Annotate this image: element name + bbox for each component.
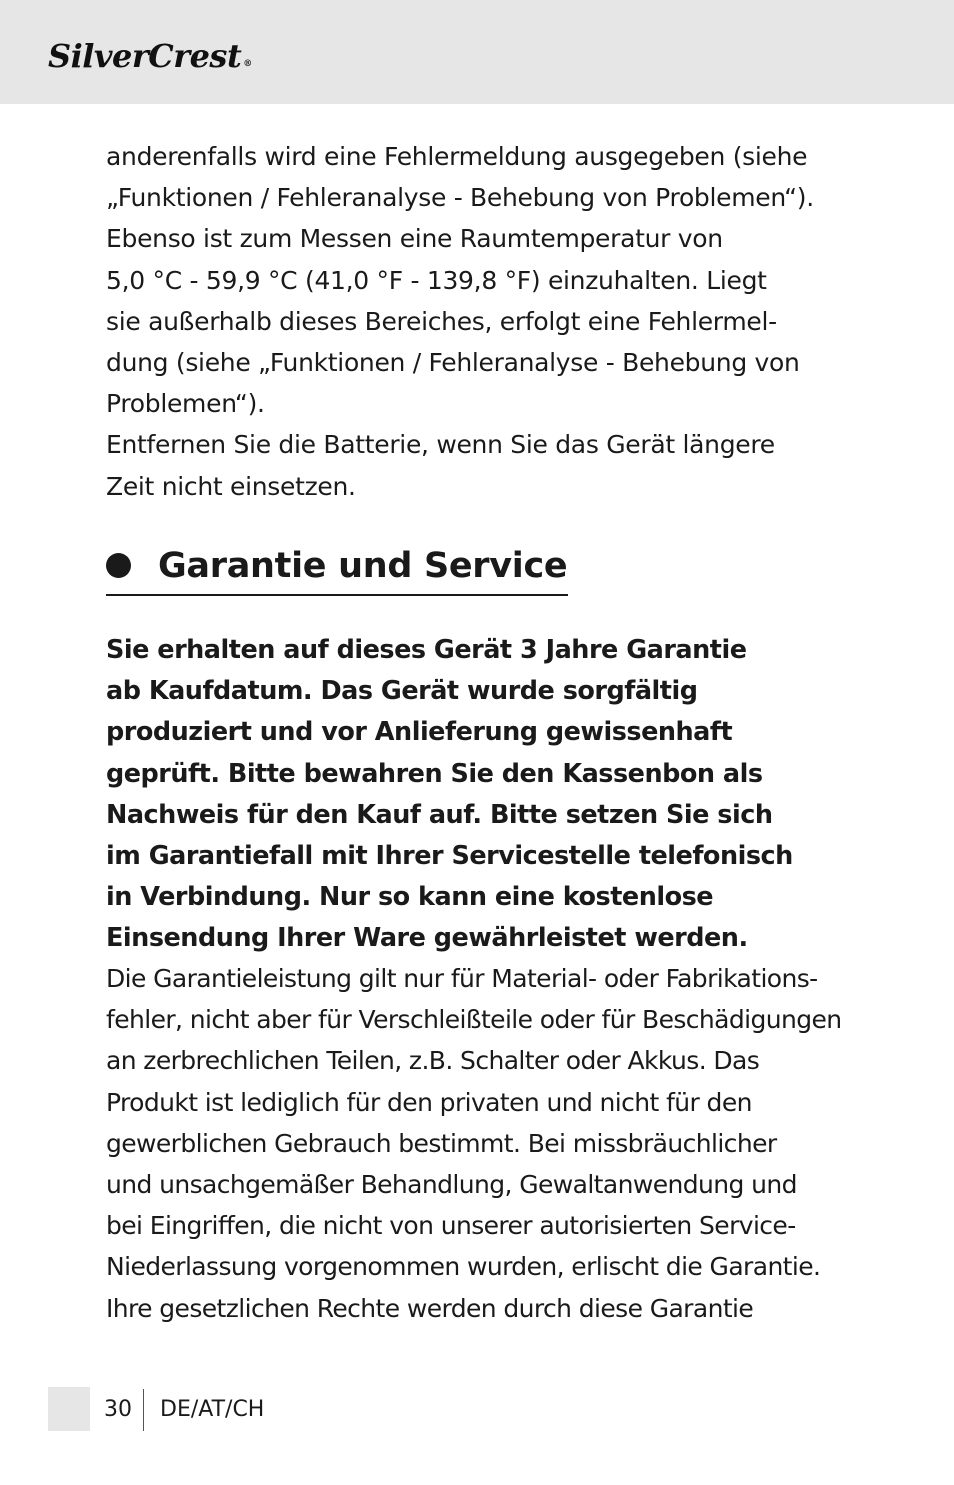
brand-name: SilverCrest [48,37,242,75]
footer-divider [143,1389,144,1431]
page-header [0,0,954,104]
registered-mark: ® [243,59,252,69]
section-heading [106,540,568,596]
footer-marker [48,1387,90,1431]
brand-logo [48,34,252,78]
bullet-icon [106,553,131,578]
intro-paragraph: anderenfalls wird eine Fehlermeldung ausgegeben (siehe „Funktionen / Fehleranalyse - Behebung von Problemen“). Ebenso ist zum Messen eine Raumtemperatur von 5,0 °C - 59,9 °C (41,0 °F - 139,8 °F) einzuhalten. Liegt sie außerhalb dieses Bereiches, erfolgt eine Fehlermel- dung (siehe „Funktionen / Fehleranalyse - Behebung von Problemen“). Entfernen Sie die Batterie, wenn Sie das Gerät längere Zeit nicht einsetzen. [106,142,814,501]
section-title: Garantie und Service [158,546,568,586]
warranty-body-paragraph: Die Garantieleistung gilt nur für Material- oder Fabrikations- fehler, nicht aber für Verschleißteile oder für Beschädigungen an zerbrechlichen Teilen, z.B. Schalter oder Akkus. Das Produkt ist lediglich für den privaten und nicht für den gewerblichen Gebrauch bestimmt. Bei missbräuchlicher und unsachgemäßer Behandlung, Gewaltanwendung und bei Eingriffen, die nicht von unserer autorisierten Service- Niederlassung vorgenommen wurden, erlischt die Garantie. Ihre gesetzlichen Rechte werden durch diese Garantie [106,964,842,1323]
intro-section [106,136,866,507]
page-number: 30 [104,1397,132,1422]
warranty-bold-paragraph: Sie erhalten auf dieses Gerät 3 Jahre Garantie ab Kaufdatum. Das Gerät wurde sorgfältig produziert und vor Anlieferung gewissenhaft geprüft. Bitte bewahren Sie den Kassenbon als Nachweis für den Kauf auf. Bitte setzen Sie sich im Garantiefall mit Ihrer Servicestelle telefonisch in Verbindung. Nur so kann eine kostenlose Einsendung Ihrer Ware gewährleistet werden. [106,635,793,954]
region-label: DE/AT/CH [160,1397,265,1422]
